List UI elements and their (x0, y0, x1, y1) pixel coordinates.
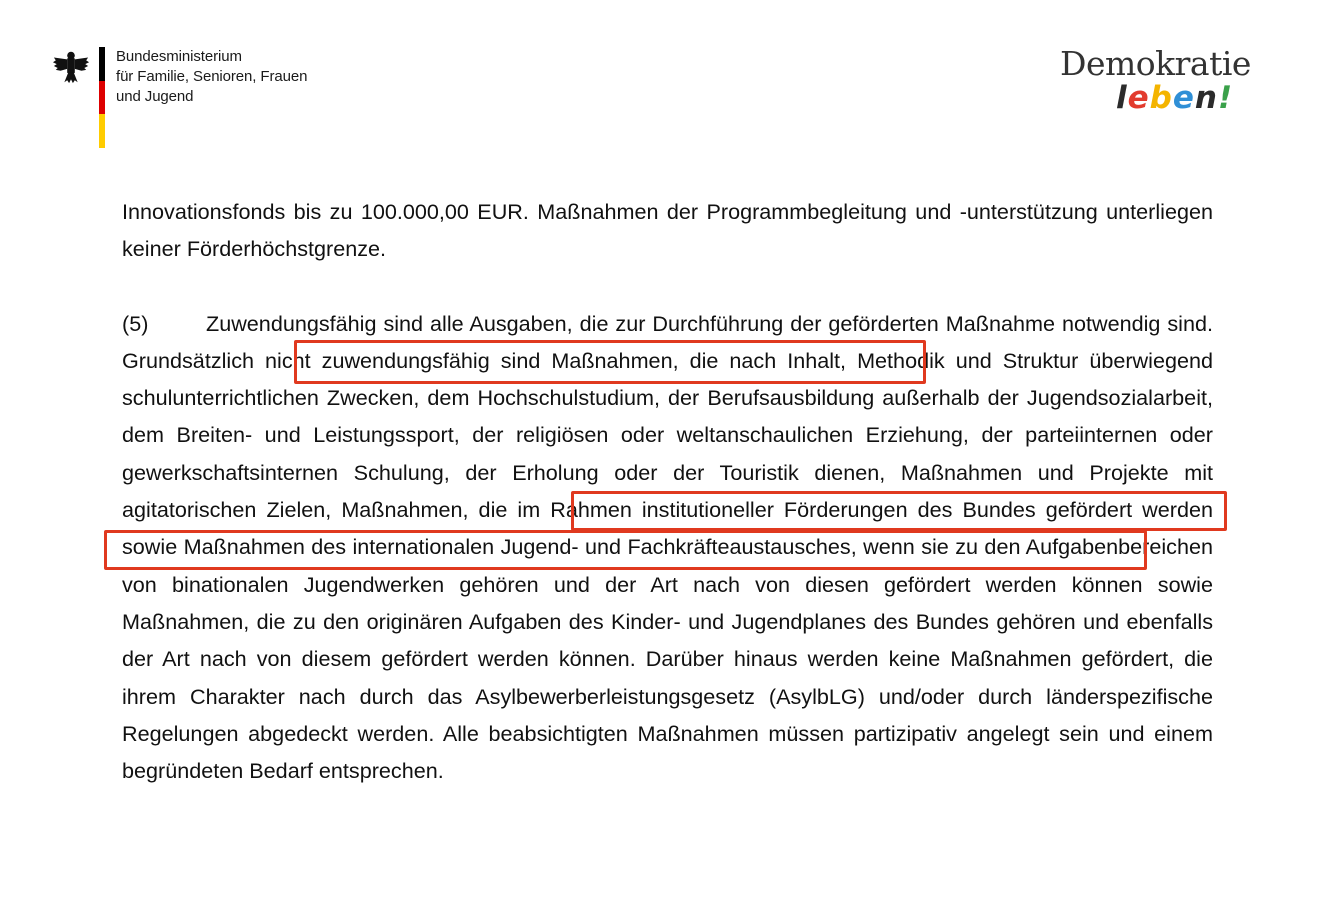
logo-script-letter: b (1149, 80, 1173, 116)
logo-script-letter: ! (1217, 80, 1234, 116)
paragraph-number: (5) (122, 310, 149, 336)
page-header (0, 0, 1326, 160)
ministry-line: für Familie, Senioren, Frauen (116, 68, 308, 85)
logo-script-letter: e (1127, 80, 1150, 116)
german-flag-bar (99, 47, 105, 148)
logo-script-word (1116, 80, 1233, 116)
logo-word: Demokratie (1060, 44, 1251, 83)
federal-eagle-icon (52, 48, 90, 86)
ministry-line: Bundesministerium (116, 48, 242, 65)
paragraph-4-end: Innovationsfonds bis zu 100.000,00 EUR. Maßnahmen der Programmbegleitung und -unterstützung unterliegen keiner Förderhöchstgrenze. (122, 199, 1213, 262)
logo-script-letter: n (1194, 80, 1218, 116)
paragraph-5 (122, 305, 1213, 790)
document-body (122, 193, 1213, 789)
paragraph-5-text: Zuwendungsfähig sind alle Ausgaben, die zur Durchführung der geförderten Maßnahme notwendig sind. Grundsätzlich nicht zuwendungsfähig sind Maßnahmen, die nach Inhalt, Methodik und Struktur überwiegend schulunterrichtlichen Zwecken, dem Hochschulstudium, der Berufsausbildung außerhalb der Jugendsozialarbeit, dem Breiten- und Leistungssport, der religiösen oder weltanschaulichen Erziehung, der parteiinternen oder gewerkschaftsinternen Schulung, der Erholung oder der Touristik dienen, Maßnahmen und Projekte mit agitatorischen Zielen, Maßnahmen, die im Rahmen institutioneller Förderungen des Bundes gefördert werden sowie Maßnahmen des internationalen Jugend- und Fachkräfteaustausches, wenn sie zu den Aufgabenbereichen von binationalen Jugendwerken gehören und der Art nach von diesen gefördert werden können sowie Maßnahmen, die zu den originären Aufgaben des Kinder- und Jugendplanes des Bundes gehören und ebenfalls der Art nach von diesem gefördert werden können. Darüber hinaus werden keine Maßnahmen gefördert, die ihrem Charakter nach durch das Asylbewerberleistungsgesetz (AsylbLG) und/oder durch länderspezifische Regelungen abgedeckt werden. Alle beabsichtigten Maßnahmen müssen partizipativ angelegt sein und einem begründeten Bedarf entsprechen. (122, 310, 1213, 784)
demokratie-leben-logo (1060, 42, 1260, 122)
logo-script-letter: e (1172, 80, 1195, 116)
ministry-line: und Jugend (116, 88, 194, 105)
logo-script-letter: l (1116, 80, 1128, 116)
ministry-name (116, 47, 307, 107)
